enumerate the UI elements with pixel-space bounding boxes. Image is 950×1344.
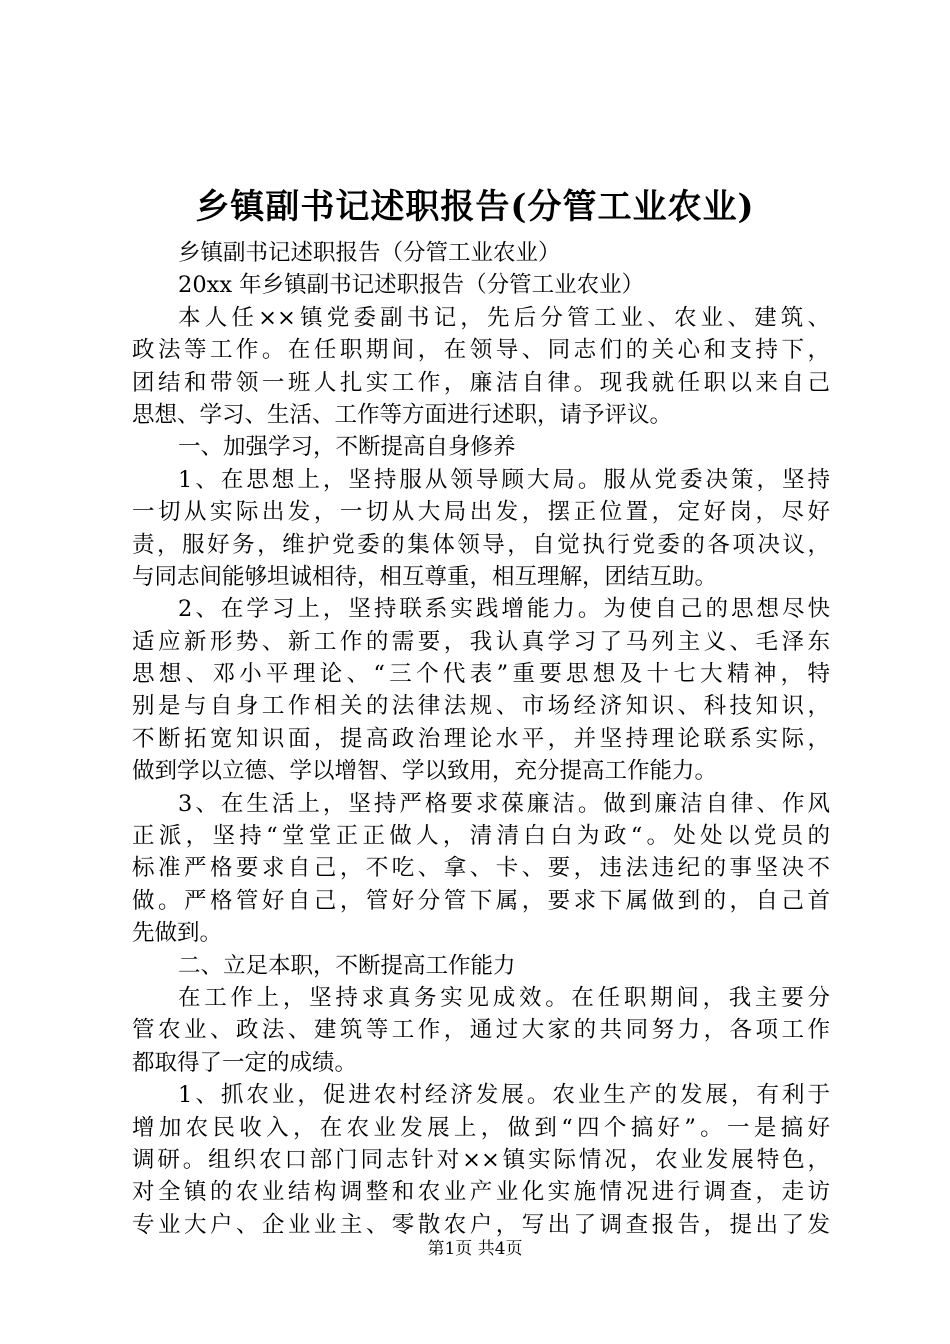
document-title: 乡镇副书记述职报告(分管工业农业) [195, 187, 755, 227]
body-line: 一、加强学习，不断提高自身修养 [178, 434, 516, 461]
body-line: 做。严格管好自己，管好分管下属，要求下属做到的，自己首 [132, 887, 830, 914]
body-line: 在工作上，坚持求真务实见成效。在任职期间，我主要分 [178, 984, 830, 1011]
body-line: 专业大户、企业业主、零散农户，写出了调查报告，提出了发 [132, 1211, 830, 1238]
body-line: 3、在生活上，坚持严格要求葆廉洁。做到廉洁自律、作风 [178, 790, 830, 817]
body-line: 2、在学习上，坚持联系实践增能力。为使自己的思想尽快 [178, 596, 830, 623]
body-line: 思想、学习、生活、工作等方面进行述职，请予评议。 [132, 401, 673, 428]
body-line: 增加农民收入，在农业发展上，做到“四个搞好”。一是搞好 [132, 1114, 830, 1141]
body-line: 本人任××镇党委副书记，先后分管工业、农业、建筑、 [178, 304, 830, 331]
page-footer: 第1页 共4页 [427, 1239, 523, 1259]
body-line: 别是与自身工作相关的法律法规、市场经济知识、科技知识， [132, 693, 830, 720]
body-line: 标准严格要求自己，不吃、拿、卡、要，违法违纪的事坚决不 [132, 855, 830, 882]
body-line: 责，服好务，维护党委的集体领导，自觉执行党委的各项决议， [132, 531, 830, 558]
body-line: 政法等工作。在任职期间，在领导、同志们的关心和支持下， [132, 337, 830, 364]
body-line: 先做到。 [132, 920, 223, 947]
body-line: 思想、邓小平理论、“三个代表”重要思想及十七大精神，特 [132, 661, 830, 688]
body-line: 1、抓农业，促进农村经济发展。农业生产的发展，有利于 [178, 1082, 830, 1109]
body-line: 都取得了一定的成绩。 [132, 1049, 358, 1076]
body-line: 一切从实际出发，一切从大局出发，摆正位置，定好岗，尽好 [132, 499, 830, 526]
body-line: 团结和带领一班人扎实工作，廉洁自律。现我就任职以来自己 [132, 369, 830, 396]
body-line: 1、在思想上，坚持服从领导顾大局。服从党委决策，坚持 [178, 466, 830, 493]
body-line: 与同志间能够坦诚相待，相互尊重，相互理解，团结互助。 [132, 563, 718, 590]
body-line: 不断拓宽知识面，提高政治理论水平，并坚持理论联系实际， [132, 725, 830, 752]
body-line: 调研。组织农口部门同志针对××镇实际情况，农业发展特色， [132, 1146, 830, 1173]
body-line: 管农业、政法、建筑等工作，通过大家的共同努力，各项工作 [132, 1017, 830, 1044]
document-body [132, 237, 830, 1241]
body-line: 二、立足本职，不断提高工作能力 [178, 952, 516, 979]
body-line: 正派，坚持“堂堂正正做人，清清白白为政“。处处以党员的 [132, 823, 830, 850]
body-line: 做到学以立德、学以增智、学以致用，充分提高工作能力。 [132, 758, 718, 785]
body-line: 适应新形势、新工作的需要，我认真学习了马列主义、毛泽东 [132, 628, 830, 655]
body-line: 乡镇副书记述职报告（分管工业农业） [178, 240, 561, 266]
body-line: 20xx 年乡镇副书记述职报告（分管工业农业） [178, 272, 645, 299]
body-line: 对全镇的农业结构调整和农业产业化实施情况进行调查，走访 [132, 1179, 830, 1206]
